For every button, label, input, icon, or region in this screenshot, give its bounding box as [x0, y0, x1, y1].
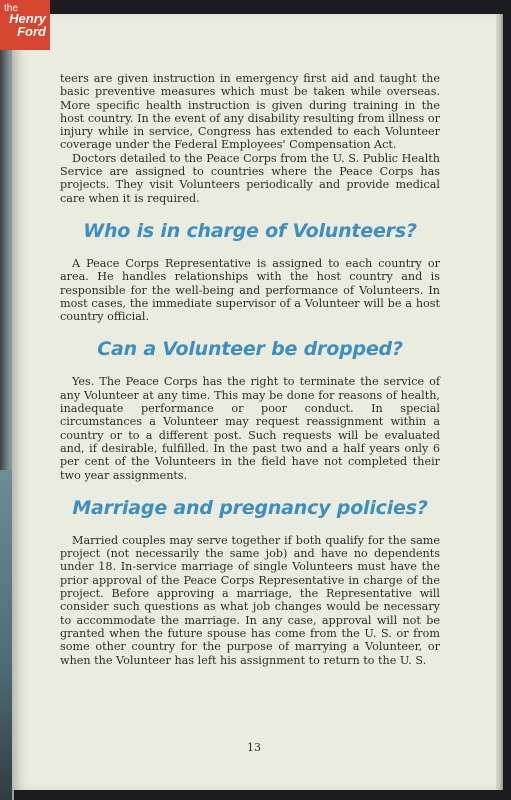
logo-word-ford: Ford [17, 24, 46, 39]
heading-who-in-charge: Who is in charge of Volunteers? [83, 219, 417, 242]
henry-ford-logo [0, 0, 50, 50]
paragraph-marriage: Married couples may serve together if both qualify for the same project (not necessarily the same job) and have no dependents under 18. In-service marriage of single Volunteers must have the prior approval of the Peace Corps Representative in charge of the project. Before approving a marriage, the Representative will consider such questions as what job changes would be necessary to accommodate the marriage. In any case, approval will not be granted when the future spouse has come from the U. S. or from some other country for the purpose of marrying a Volunteer, or when the Volunteer has left his assignment to return to the U. S. [60, 533, 440, 667]
page-right-edge [496, 14, 503, 790]
page-content [60, 72, 440, 667]
heading-volunteer-dropped: Can a Volunteer be dropped? [97, 338, 403, 361]
paragraph-termination: Yes. The Peace Corps has the right to terminate the service of any Volunteer at any time. This may be done for reasons of health, inadequate performance or poor conduct. In special circumstances a Volunteer may request reassignment within a country or to a different post. Such requests will be evaluated and, if desirable, fulfilled. In the past two and a half years only 6 per cent of the Volunteers in the field have not completed their two year assignments. [60, 375, 440, 482]
heading-marriage-pregnancy: Marriage and pregnancy policies? [72, 496, 428, 519]
adjacent-page-photo-strip [0, 470, 12, 800]
logo-word-henry: Henry [9, 11, 46, 26]
paragraph-representative: A Peace Corps Representative is assigned to each country or area. He handles relationships with the host country and is responsible for the well-being and performance of Volunteers. In most cases, the immediate supervisor of a Volunteer will be a host country official. [60, 256, 440, 324]
paragraph-health-instruction: teers are given instruction in emergency first aid and taught the basic preventive measures which must be taken while overseas. More specific health instruction is given during training in the host country. In the event of any disability resulting from illness or injury while in service, Congress has extended to each Volunteer coverage under the Federal Employees' Compensation Act. [60, 72, 440, 152]
logo-word-the: the [4, 3, 18, 14]
page-number: 13 [247, 741, 261, 754]
paragraph-doctors: Doctors detailed to the Peace Corps from the U. S. Public Health Service are assigned to countries where the Peace Corps has projects. They visit Volunteers periodically and provide medical care when it is required. [60, 151, 440, 205]
booklet-page [12, 14, 496, 790]
